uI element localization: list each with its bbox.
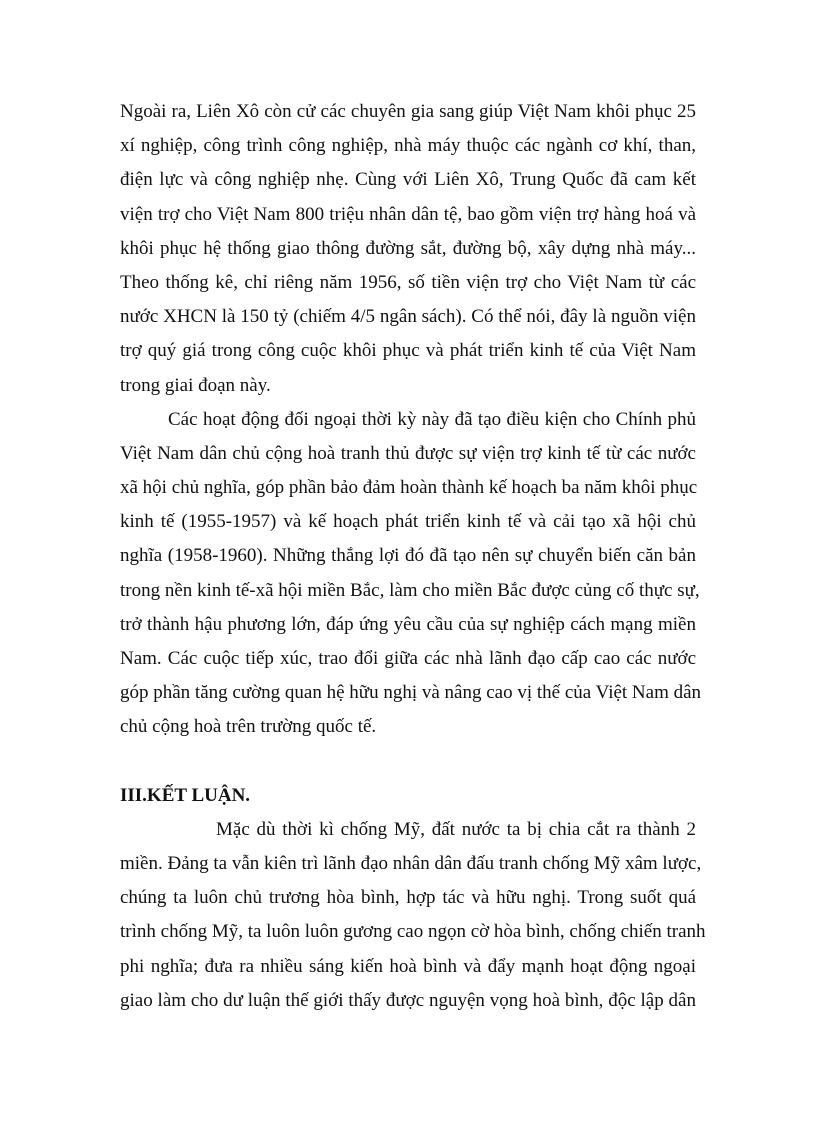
text-line: nghĩa (1958-1960). Những thắng lợi đó đã tạo nên sự chuyển biến căn bản xyxy=(120,545,696,567)
text-line: nước XHCN là 150 tỷ (chiếm 4/5 ngân sách). Có thể nói, đây là nguồn viện xyxy=(120,306,696,328)
paragraph-soviet-aid xyxy=(120,95,696,403)
text-line: xã hội chủ nghĩa, góp phần bảo đảm hoàn thành kế hoạch ba năm khôi phục xyxy=(120,477,698,499)
text-line: trong nền kinh tế-xã hội miền Bắc, làm cho miền Bắc được củng cố thực sự, xyxy=(120,579,700,601)
text-line: Nam. Các cuộc tiếp xúc, trao đổi giữa các nhà lãnh đạo cấp cao các nước xyxy=(120,648,696,669)
text-line: chúng ta luôn chủ trương hòa bình, hợp tác và hữu nghị. Trong suốt quá xyxy=(120,887,696,909)
text-line: viện trợ cho Việt Nam 800 triệu nhân dân tệ, bao gồm viện trợ hàng hoá và xyxy=(120,203,696,225)
text-line: góp phần tăng cường quan hệ hữu nghị và nâng cao vị thế của Việt Nam dân xyxy=(120,682,702,704)
text-line: Các hoạt động đối ngoại thời kỳ này đã tạo điều kiện cho Chính phủ xyxy=(168,408,696,430)
text-line: khôi phục hệ thống giao thông đường sắt, đường bộ, xây dựng nhà máy... xyxy=(120,237,696,259)
paragraph-foreign-affairs xyxy=(120,403,702,745)
text-line: chủ cộng hoà trên trường quốc tế. xyxy=(120,716,377,738)
text-line: giao làm cho dư luận thế giới thấy được nguyện vọng hoà bình, độc lập dân xyxy=(120,989,696,1011)
text-line: trợ quý giá trong công cuộc khôi phục và phát triển kinh tế của Việt Nam xyxy=(120,340,696,362)
text-line: xí nghiệp, công trình công nghiệp, nhà máy thuộc các ngành cơ khí, than, xyxy=(120,135,696,157)
text-line: Mặc dù thời kì chống Mỹ, đất nước ta bị chia cắt ra thành 2 xyxy=(216,818,696,840)
text-line: điện lực và công nghiệp nhẹ. Cùng với Liên Xô, Trung Quốc đã cam kết xyxy=(120,169,696,191)
text-line: trong giai đoạn này. xyxy=(120,374,271,396)
paragraph-conclusion xyxy=(120,813,706,1018)
document-page xyxy=(120,95,706,1018)
text-line: miền. Đảng ta vẫn kiên trì lãnh đạo nhân dân đấu tranh chống Mỹ xâm lược, xyxy=(120,852,702,874)
text-line: phi nghĩa; đưa ra nhiều sáng kiến hoà bình và đẩy mạnh hoạt động ngoại xyxy=(120,955,696,977)
text-line: kinh tế (1955-1957) và kế hoạch phát triển kinh tế và cải tạo xã hội chủ xyxy=(120,511,696,533)
text-line: trở thành hậu phương lớn, đáp ứng yêu cầu của sự nghiệp cách mạng miền xyxy=(120,613,696,635)
text-line: Ngoài ra, Liên Xô còn cử các chuyên gia sang giúp Việt Nam khôi phục 25 xyxy=(120,101,696,122)
section-spacer xyxy=(120,745,696,779)
section-heading: III.KẾT LUẬN. xyxy=(120,784,251,806)
text-line: Theo thống kê, chỉ riêng năm 1956, số tiền viện trợ cho Việt Nam từ các xyxy=(120,271,696,293)
text-line: trình chống Mỹ, ta luôn luôn gương cao ngọn cờ hòa bình, chống chiến tranh xyxy=(120,921,706,943)
text-line: Việt Nam dân chủ cộng hoà tranh thủ được sự viện trợ kinh tế từ các nước xyxy=(120,442,696,464)
